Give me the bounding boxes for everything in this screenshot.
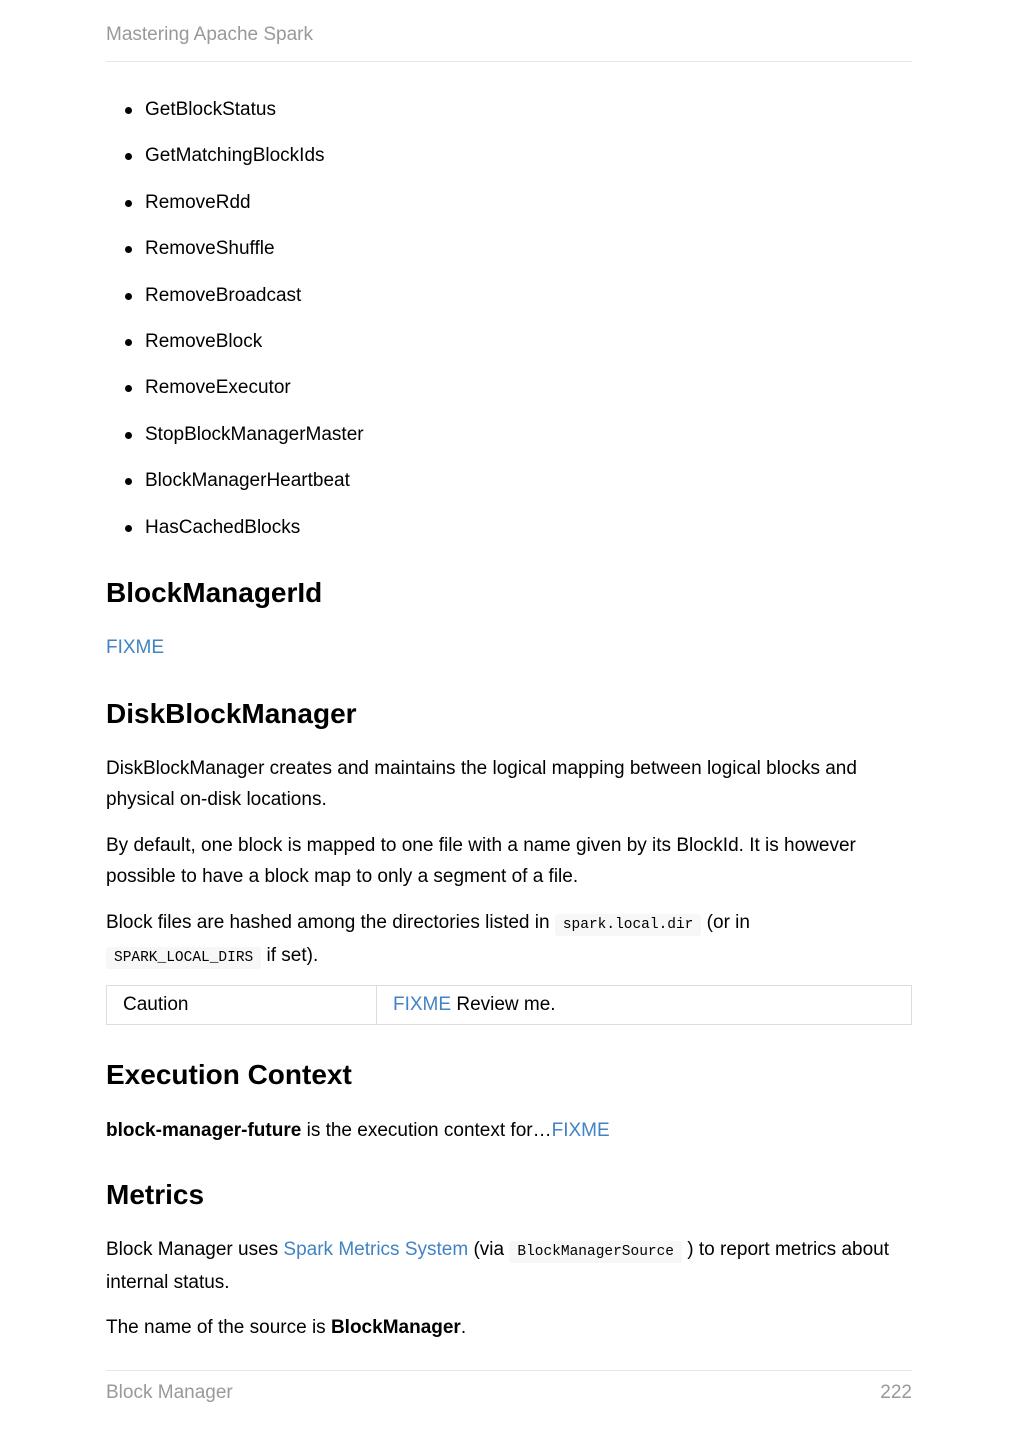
caution-admonition [106,985,912,1025]
paragraph [106,1235,916,1298]
text: if set). [266,944,319,966]
caution-label: Caution [107,986,377,1025]
text: The name of the source is [106,1317,331,1338]
text: (via [468,1239,510,1260]
paragraph: DiskBlockManager creates and maintains the logical mapping between logical blocks and physical on-disk locations. [106,758,857,810]
list-item: GetBlockStatus [145,99,276,120]
list-item: RemoveBlock [145,331,263,352]
list-item: HasCachedBlocks [145,516,301,538]
heading-execution-context: Execution Context [106,1059,352,1090]
paragraph [106,1313,916,1344]
page-number: 222 [880,1382,912,1403]
header-divider [106,61,912,62]
list-item: BlockManagerHeartbeat [145,470,350,492]
text: Block files are hashed among the directories listed in [106,912,550,933]
heading-blockmanagerid: BlockManagerId [106,577,323,608]
paragraph [106,1116,916,1147]
paragraph: By default, one block is mapped to one file with a name given by its BlockId. It is however possible to have a block map to only a segment of a file. [106,835,856,887]
heading-diskblockmanager: DiskBlockManager [106,698,357,729]
footer-divider [106,1370,912,1371]
fixme-link[interactable]: FIXME [393,994,452,1015]
fixme-link[interactable]: FIXME [551,1120,610,1141]
fixme-link[interactable]: FIXME [106,637,165,658]
text: . [460,1317,467,1338]
text: is the execution context for… [301,1120,552,1141]
footer-chapter: Block Manager [106,1382,233,1403]
text: Block Manager uses [106,1239,284,1260]
code-span: SPARK_LOCAL_DIRS [106,947,261,969]
code-span: BlockManagerSource [509,1241,682,1263]
list-item: RemoveBroadcast [145,284,302,306]
code-span: spark.local.dir [555,914,702,936]
heading-metrics: Metrics [106,1179,205,1210]
paragraph [106,908,806,973]
spark-metrics-link[interactable]: Spark Metrics System [283,1239,469,1260]
running-header: Mastering Apache Spark [106,24,314,45]
list-item: GetMatchingBlockIds [145,145,325,167]
list-item: RemoveExecutor [145,377,291,399]
bold-term: block-manager-future [106,1120,302,1141]
text: (or in [706,912,750,933]
list-item: StopBlockManagerMaster [145,423,364,445]
text: Review me. [451,994,556,1015]
list-item: RemoveShuffle [145,238,275,260]
text: ) to report metrics about internal status. [106,1239,889,1293]
bold-term: BlockManager [330,1317,461,1338]
list-item: RemoveRdd [145,191,251,213]
caution-content [377,986,912,1025]
